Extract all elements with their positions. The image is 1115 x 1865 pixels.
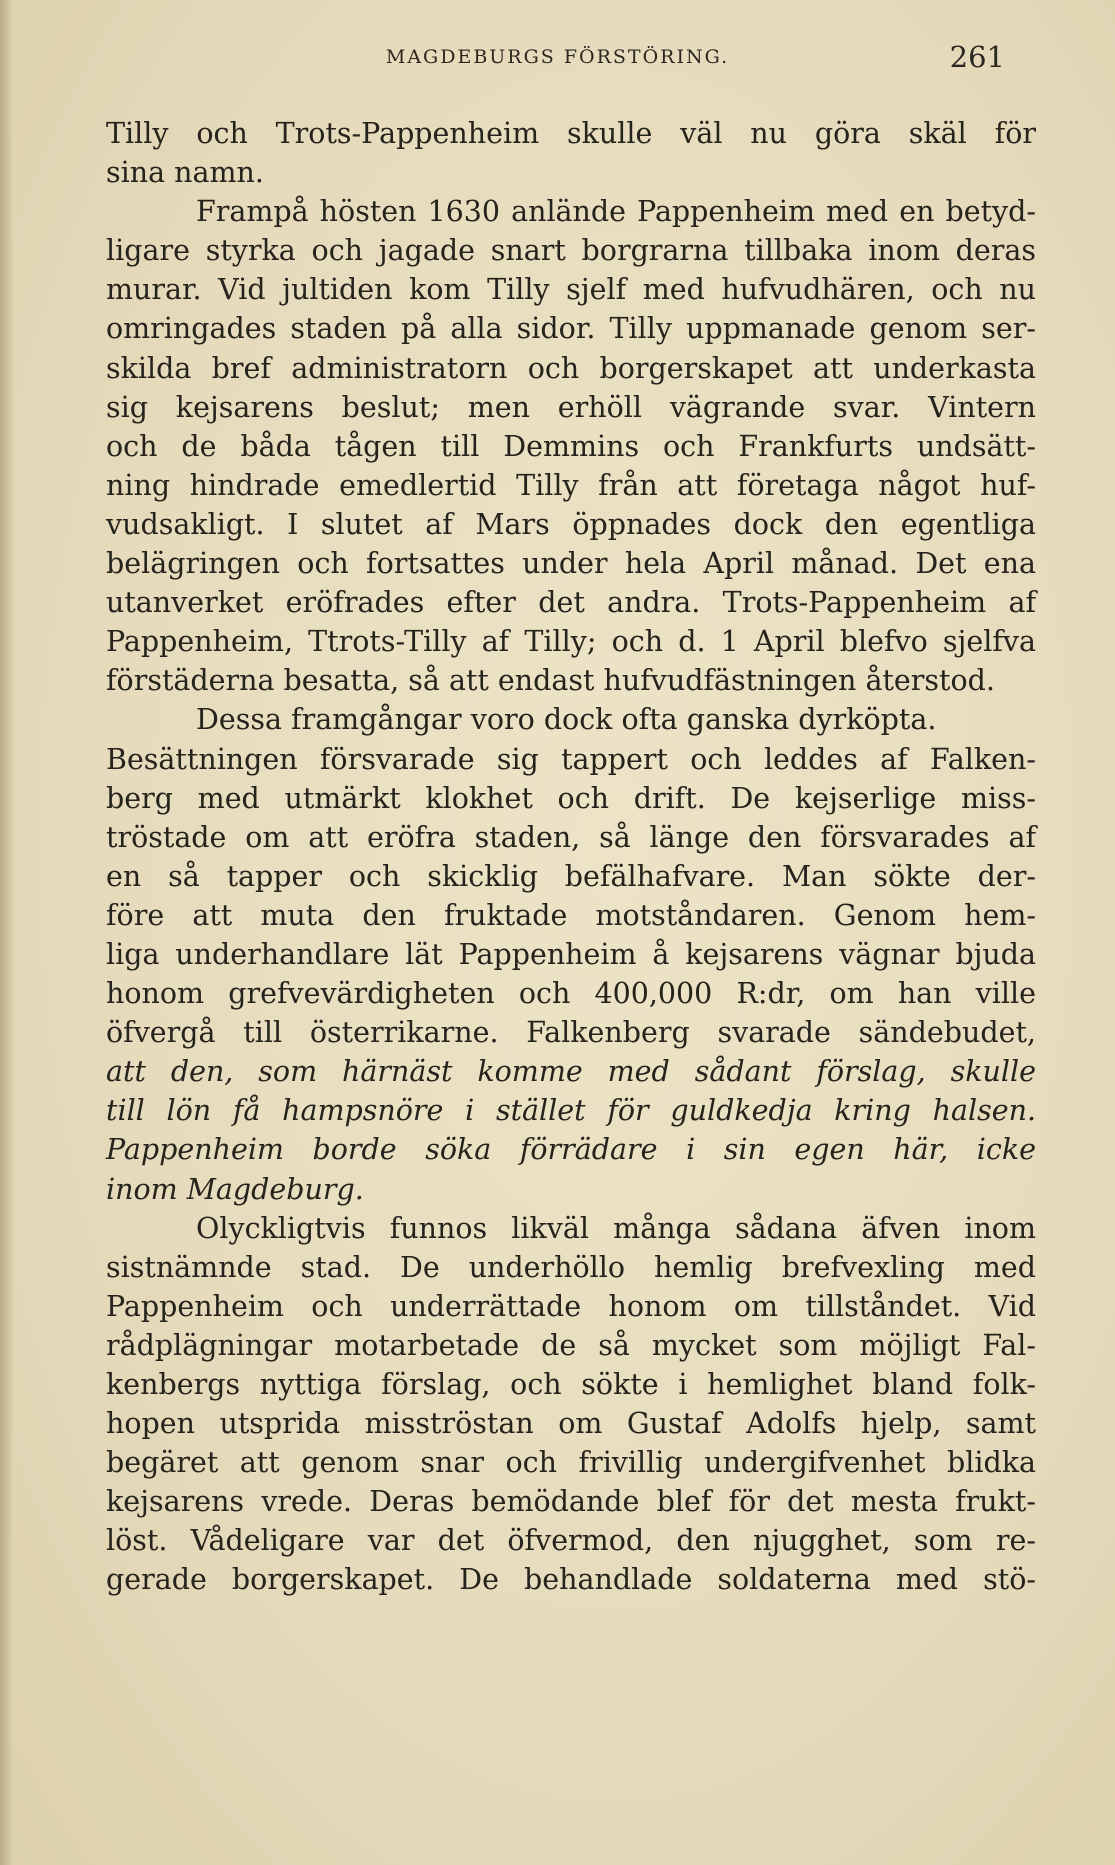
text-line: liga underhandlare lät Pappenheim å kejsarens vägnar bjuda — [106, 937, 1036, 971]
text-line: förstäderna besatta, så att endast hufvudfästningen återstod. — [106, 664, 995, 698]
text-line: inom Magdeburg. — [106, 1172, 364, 1206]
text-line: Pappenheim, Ttrots-Tilly af Tilly; och d. 1 April blefvo sjelfva — [106, 625, 1036, 659]
page-header — [110, 40, 1005, 76]
text-line: sig kejsarens beslut; men erhöll vägrande svar. Vintern — [106, 390, 1036, 424]
text-line: Besättningen försvarade sig tappert och leddes af Falken- — [106, 742, 1036, 776]
text-line: skilda bref administratorn och borgerskapet att underkasta — [106, 351, 1036, 385]
text-line: tröstade om att eröfra staden, så länge den försvarades af — [106, 820, 1036, 854]
text-line: sistnämnde stad. De underhöllo hemlig brefvexling med — [106, 1250, 1036, 1284]
text-line: murar. Vid jultiden kom Tilly sjelf med hufvudhären, och nu — [106, 273, 1036, 307]
text-line: Olyckligtvis funnos likväl många sådana äfven inom — [196, 1211, 1036, 1245]
text-line: kenbergs nyttiga förslag, och sökte i hemlighet bland folk- — [106, 1368, 1036, 1401]
text-line: till lön få hampsnöre i stället för guldkedja kring halsen. — [106, 1094, 1036, 1128]
page-gutter — [0, 0, 14, 1865]
text-line: att den, som härnäst komme med sådant förslag, skulle — [106, 1055, 1036, 1089]
text-line: Pappenheim och underrättade honom om tillståndet. Vid — [106, 1289, 1036, 1323]
text-line: hopen utsprida misströstan om Gustaf Adolfs hjelp, samt — [106, 1407, 1036, 1441]
text-line: utanverket eröfrades efter det andra. Trots-Pappenheim af — [106, 586, 1036, 620]
running-head: MAGDEBURGS FÖRSTÖRING. — [385, 46, 730, 68]
text-line: belägringen och fortsattes under hela April månad. Det ena — [106, 547, 1036, 581]
text-line: en så tapper och skicklig befälhafvare. Man sökte der- — [106, 859, 1036, 893]
text-line: Dessa framgångar voro dock ofta ganska dyrköpta. — [196, 703, 937, 737]
text-line: Tilly och Trots-Pappenheim skulle väl nu göra skäl för — [106, 117, 1036, 150]
text-line: ning hindrade emedlertid Tilly från att företaga något huf- — [106, 468, 1036, 502]
text-line: och de båda tågen till Demmins och Frankfurts undsätt- — [106, 429, 1036, 463]
text-line: sina namn. — [106, 156, 264, 190]
text-line: vudsakligt. I slutet af Mars öppnades dock den egentliga — [106, 507, 1036, 541]
page-number: 261 — [949, 40, 1005, 74]
body-text — [106, 114, 1036, 1600]
text-line: begäret att genom snar och frivillig undergifvenhet blidka — [106, 1446, 1036, 1480]
text-line: ligare styrka och jagade snart borgrarna tillbaka inom deras — [106, 234, 1036, 268]
text-line: löst. Vådeligare var det öfvermod, den njugghet, som re- — [106, 1524, 1036, 1558]
text-line: öfvergå till österrikarne. Falkenberg svarade sändebudet, — [106, 1016, 1036, 1050]
text-line: Pappenheim borde söka förrädare i sin egen här, icke — [106, 1133, 1036, 1167]
text-line: omringades staden på alla sidor. Tilly uppmanade genom ser- — [106, 312, 1036, 346]
text-line: Frampå hösten 1630 anlände Pappenheim med en betyd- — [196, 195, 1036, 229]
text-line: kejsarens vrede. Deras bemödande blef för det mesta frukt- — [106, 1485, 1036, 1519]
text-line: berg med utmärkt klokhet och drift. De kejserlige miss- — [106, 781, 1036, 815]
text-line: före att muta den fruktade motståndaren. Genom hem- — [106, 898, 1036, 932]
text-line: honom grefvevärdigheten och 400,000 R:dr, om han ville — [106, 977, 1036, 1011]
text-line: rådplägningar motarbetade de så mycket som möjligt Fal- — [106, 1328, 1036, 1362]
text-line: gerade borgerskapet. De behandlade soldaterna med stö- — [106, 1563, 1036, 1597]
